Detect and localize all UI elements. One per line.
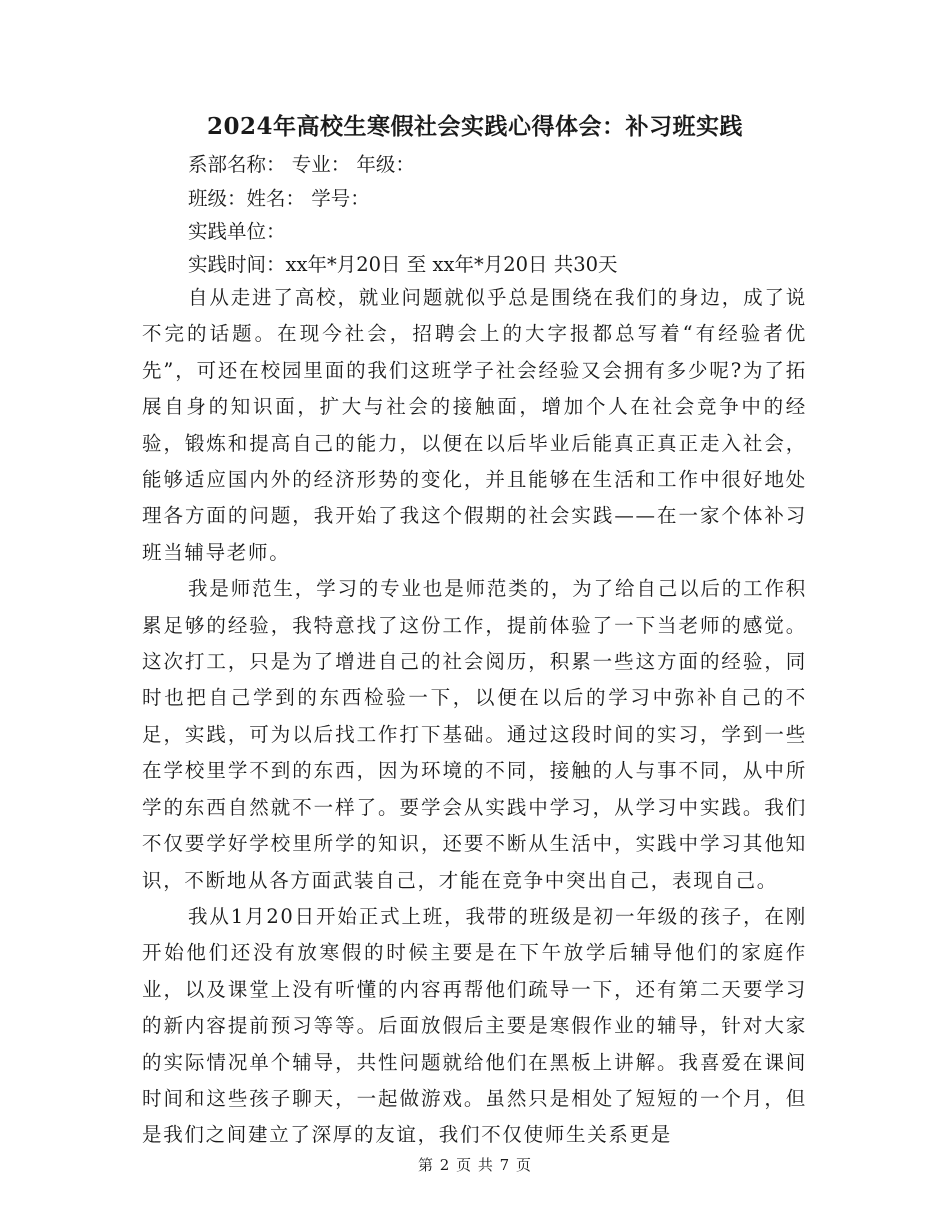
meta-unit-line: 实践单位： [188,220,286,243]
document-title: 2024年高校生寒假社会实践心得体会：补习班实践 [206,113,743,140]
meta-department-line: 系部名称： 专业： 年级： [188,153,415,176]
document-body [142,280,807,1154]
paragraph: 自从走进了高校，就业问题就似乎总是围绕在我们的身边，成了说不完的话题。在现今社会，招聘会上的大字报都总写着“有经验者优先”，可还在校园里面的我们这班学子社会经验又会拥有多少呢?为了拓展自身的知识面，扩大与社会的接触面，增加个人在社会竞争中的经验，锻炼和提高自己的能力，以便在以后毕业后能真正真正走入社会，能够适应国内外的经济形势的变化，并且能够在生活和工作中很好地处理各方面的问题，我开始了我这个假期的社会实践——在一家个体补习班当辅导老师。 [142,286,807,564]
meta-time-line: 实践时间：xx年*月20日 至 xx年*月20日 共30天 [188,253,618,276]
paragraph: 我是师范生，学习的专业也是师范类的，为了给自己以后的工作积累足够的经验，我特意找了这份工作，提前体验了一下当老师的感觉。这次打工，只是为了增进自己的社会阅历，积累一些这方面的经验，同时也把自己学到的东西检验一下，以便在以后的学习中弥补自己的不足，实践，可为以后找工作打下基础。通过这段时间的实习，学到一些在学校里学不到的东西，因为环境的不同，接触的人与事不同，从中所学的东西自然就不一样了。要学会从实践中学习，从学习中实践。我们不仅要学好学校里所学的知识，还要不断从生活中，实践中学习其他知识，不断地从各方面武装自己，才能在竞争中突出自己，表现自己。 [142,577,807,892]
meta-class-line: 班级：姓名： 学号： [188,187,370,210]
page-footer: 第 2 页 共 7 页 [418,1156,532,1174]
paragraph: 我从1月20日开始正式上班，我带的班级是初一年级的孩子，在刚开始他们还没有放寒假的时候主要是在下午放学后辅导他们的家庭作业，以及课堂上没有听懂的内容再帮他们疏导一下，还有第二天要学习的新内容提前预习等等。后面放假后主要是寒假作业的辅导，针对大家的实际情况单个辅导，共性问题就给他们在黑板上讲解。我喜爱在课间时间和这些孩子聊天，一起做游戏。虽然只是相处了短短的一个月，但是我们之间建立了深厚的友谊，我们不仅使师生关系更是 [142,904,807,1147]
